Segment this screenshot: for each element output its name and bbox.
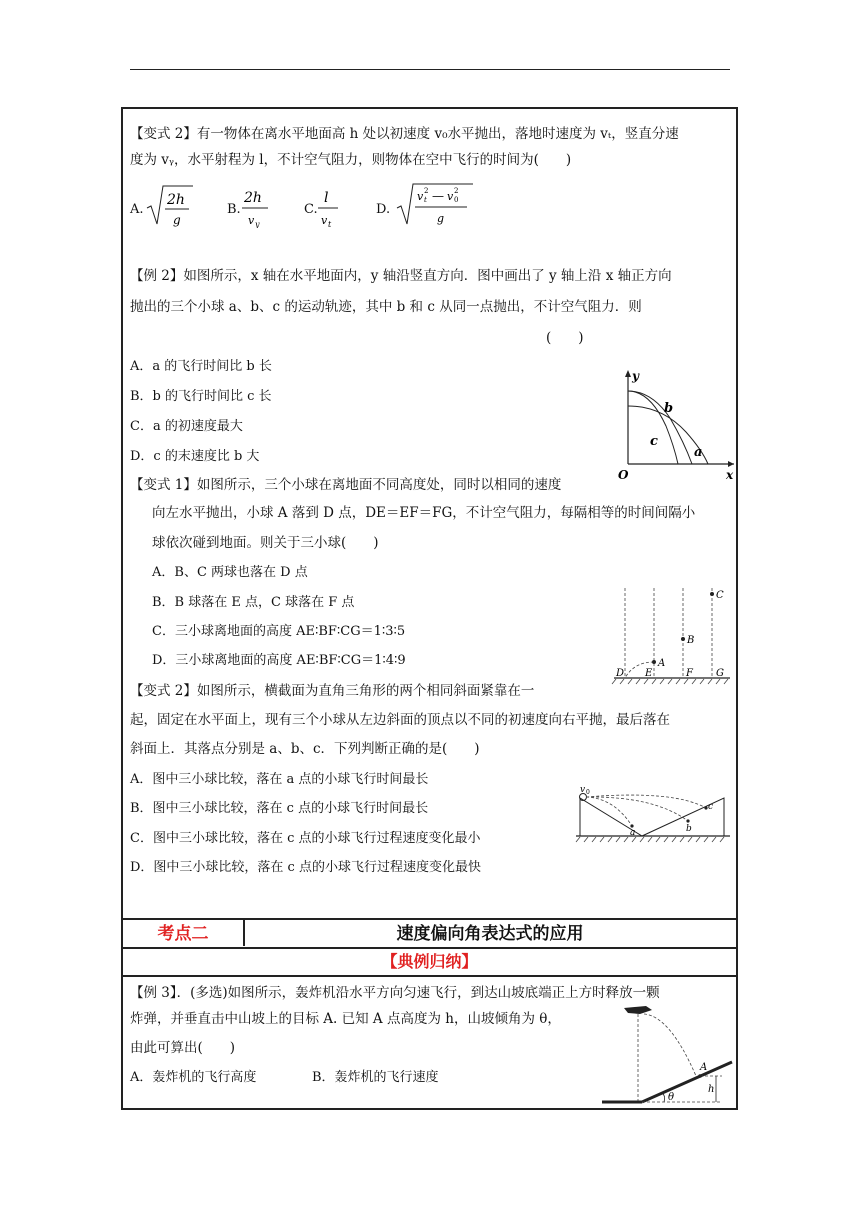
ex3-opt-b: B．轰炸机的飞行速度: [312, 1070, 439, 1085]
formula-l-vt: [316, 184, 346, 228]
svg-text:0: 0: [586, 789, 590, 796]
ex2-opt-a: A．a 的飞行时间比 b 长: [130, 359, 272, 374]
ex3-line1: 【例 3】．(多选)如图所示，轰炸机沿水平方向匀速飞行，到达山坡底端正上方时释放一颗: [130, 985, 660, 1001]
svg-text:0: 0: [454, 196, 459, 204]
svg-text:2: 2: [454, 187, 459, 195]
svg-text:v: v: [321, 214, 328, 227]
svg-text:y: y: [632, 369, 639, 383]
var2b-opt-b: B．图中三小球比较，落在 c 点的小球飞行时间最长: [130, 801, 429, 816]
svg-text:b: b: [664, 401, 674, 416]
trajectory-figure: [612, 366, 740, 484]
svg-text:v: v: [580, 785, 586, 795]
formula-sqrt-vt2-v02-g: [395, 180, 475, 228]
formula-sqrt-2h-g: [145, 182, 195, 228]
ex2-opt-d: D．c 的末速度比 b 大: [130, 449, 260, 464]
svg-text:O: O: [618, 468, 629, 482]
svg-text:t: t: [328, 220, 332, 228]
ex2-line2: 抛出的三个小球 a、b、c 的运动轨迹，其中 b 和 c 从同一点抛出，不计空气阻力．则: [130, 299, 642, 315]
var2a-opt-b-label: B.: [227, 202, 241, 217]
var2a-line1: 【变式 2】有一物体在离水平地面高 h 处以初速度 v₀水平抛出，落地时速度为 vₜ，竖直分速: [130, 126, 679, 142]
svg-text:E: E: [645, 668, 653, 679]
svg-text:l: l: [324, 190, 329, 206]
var2b-line3: 斜面上．其落点分别是 a、b、c．下列判断正确的是( ): [130, 741, 480, 757]
ex3-opt-a: A．轰炸机的飞行高度: [130, 1070, 257, 1085]
formula-2h-vy: [240, 184, 280, 228]
svg-text:2h: 2h: [167, 192, 185, 208]
svg-text:—: —: [432, 189, 444, 203]
var1-line1: 【变式 1】如图所示，三个小球在离地面不同高度处，同时以相同的速度: [130, 477, 562, 493]
svg-text:A: A: [700, 1062, 708, 1073]
header-rule: [130, 69, 730, 70]
bomber-slope-figure: [600, 1006, 736, 1106]
ex2-line1: 【例 2】如图所示，x 轴在水平地面内，y 轴沿竖直方向．图中画出了 y 轴上沿 x 轴正方向: [130, 268, 672, 284]
svg-text:2h: 2h: [244, 190, 262, 206]
var2b-line2: 起，固定在水平面上，现有三个小球从左边斜面的顶点以不同的初速度向右平抛，最后落在: [130, 712, 670, 728]
svg-text:y: y: [255, 220, 260, 228]
svg-text:t: t: [424, 196, 427, 204]
var2b-opt-c: C．图中三小球比较，落在 c 点的小球飞行过程速度变化最小: [130, 831, 481, 846]
svg-text:A: A: [658, 658, 666, 669]
ex2-opt-b: B．b 的飞行时间比 c 长: [130, 389, 272, 404]
svg-text:c: c: [708, 802, 714, 812]
ex2-opt-c: C．a 的初速度最大: [130, 419, 243, 434]
three-balls-figure: [610, 582, 738, 688]
ex3-line2: 炸弹，并垂直击中山坡上的目标 A. 已知 A 点高度为 h，山坡倾角为 θ，: [130, 1011, 561, 1027]
svg-text:v: v: [248, 214, 255, 227]
var1-opt-d: D．三小球离地面的高度 AE∶BF∶CG＝1∶4∶9: [152, 653, 406, 668]
svg-text:v: v: [417, 190, 424, 203]
var2a-line2: 度为 vᵧ，水平射程为 l，不计空气阻力，则物体在空中飞行的时间为( ): [130, 152, 572, 168]
section-title: 速度偏向角表达式的应用: [396, 924, 584, 944]
var2a-opt-c-label: C.: [304, 202, 318, 217]
var2b-opt-d: D．图中三小球比较，落在 c 点的小球飞行过程速度变化最快: [130, 860, 481, 875]
twin-slopes-figure: [574, 784, 732, 846]
var2a-opt-a-label: A.: [130, 202, 144, 217]
var1-opt-b: B．B 球落在 E 点，C 球落在 F 点: [152, 595, 355, 610]
svg-text:x: x: [726, 468, 734, 482]
section-tag: 考点二: [123, 920, 245, 946]
section-bottom-rule: [121, 975, 738, 977]
svg-text:h: h: [708, 1084, 715, 1095]
svg-text:B: B: [687, 635, 695, 646]
svg-text:c: c: [650, 434, 658, 449]
var1-line2: 向左水平抛出，小球 A 落到 D 点，DE＝EF＝FG，不计空气阻力，每隔相等的时间间隔小: [152, 505, 696, 521]
svg-text:g: g: [173, 213, 181, 227]
svg-text:2: 2: [424, 187, 429, 195]
ex3-line3: 由此可算出( ): [130, 1040, 236, 1056]
var2a-opt-d-label: D.: [376, 202, 391, 217]
svg-text:G: G: [716, 668, 724, 679]
svg-text:a: a: [694, 445, 703, 460]
svg-text:b: b: [686, 824, 692, 834]
var1-opt-c: C．三小球离地面的高度 AE∶BF∶CG＝1∶3∶5: [152, 624, 406, 639]
svg-text:θ: θ: [668, 1092, 675, 1103]
svg-text:D: D: [616, 668, 625, 679]
var1-line3: 球依次碰到地面。则关于三小球( ): [152, 535, 379, 551]
ex2-paren: ( ): [546, 330, 584, 346]
svg-text:C: C: [716, 590, 724, 601]
var2b-opt-a: A．图中三小球比较，落在 a 点的小球飞行时间最长: [130, 772, 429, 787]
svg-text:F: F: [686, 668, 693, 679]
svg-text:v: v: [447, 190, 454, 203]
svg-text:a: a: [630, 828, 636, 838]
var2b-line1: 【变式 2】如图所示，横截面为直角三角形的两个相同斜面紧靠在一: [130, 683, 535, 699]
var1-opt-a: A．B、C 两球也落在 D 点: [152, 565, 308, 580]
svg-text:g: g: [437, 212, 445, 225]
section-subhead: 【典例归纳】: [381, 952, 478, 971]
